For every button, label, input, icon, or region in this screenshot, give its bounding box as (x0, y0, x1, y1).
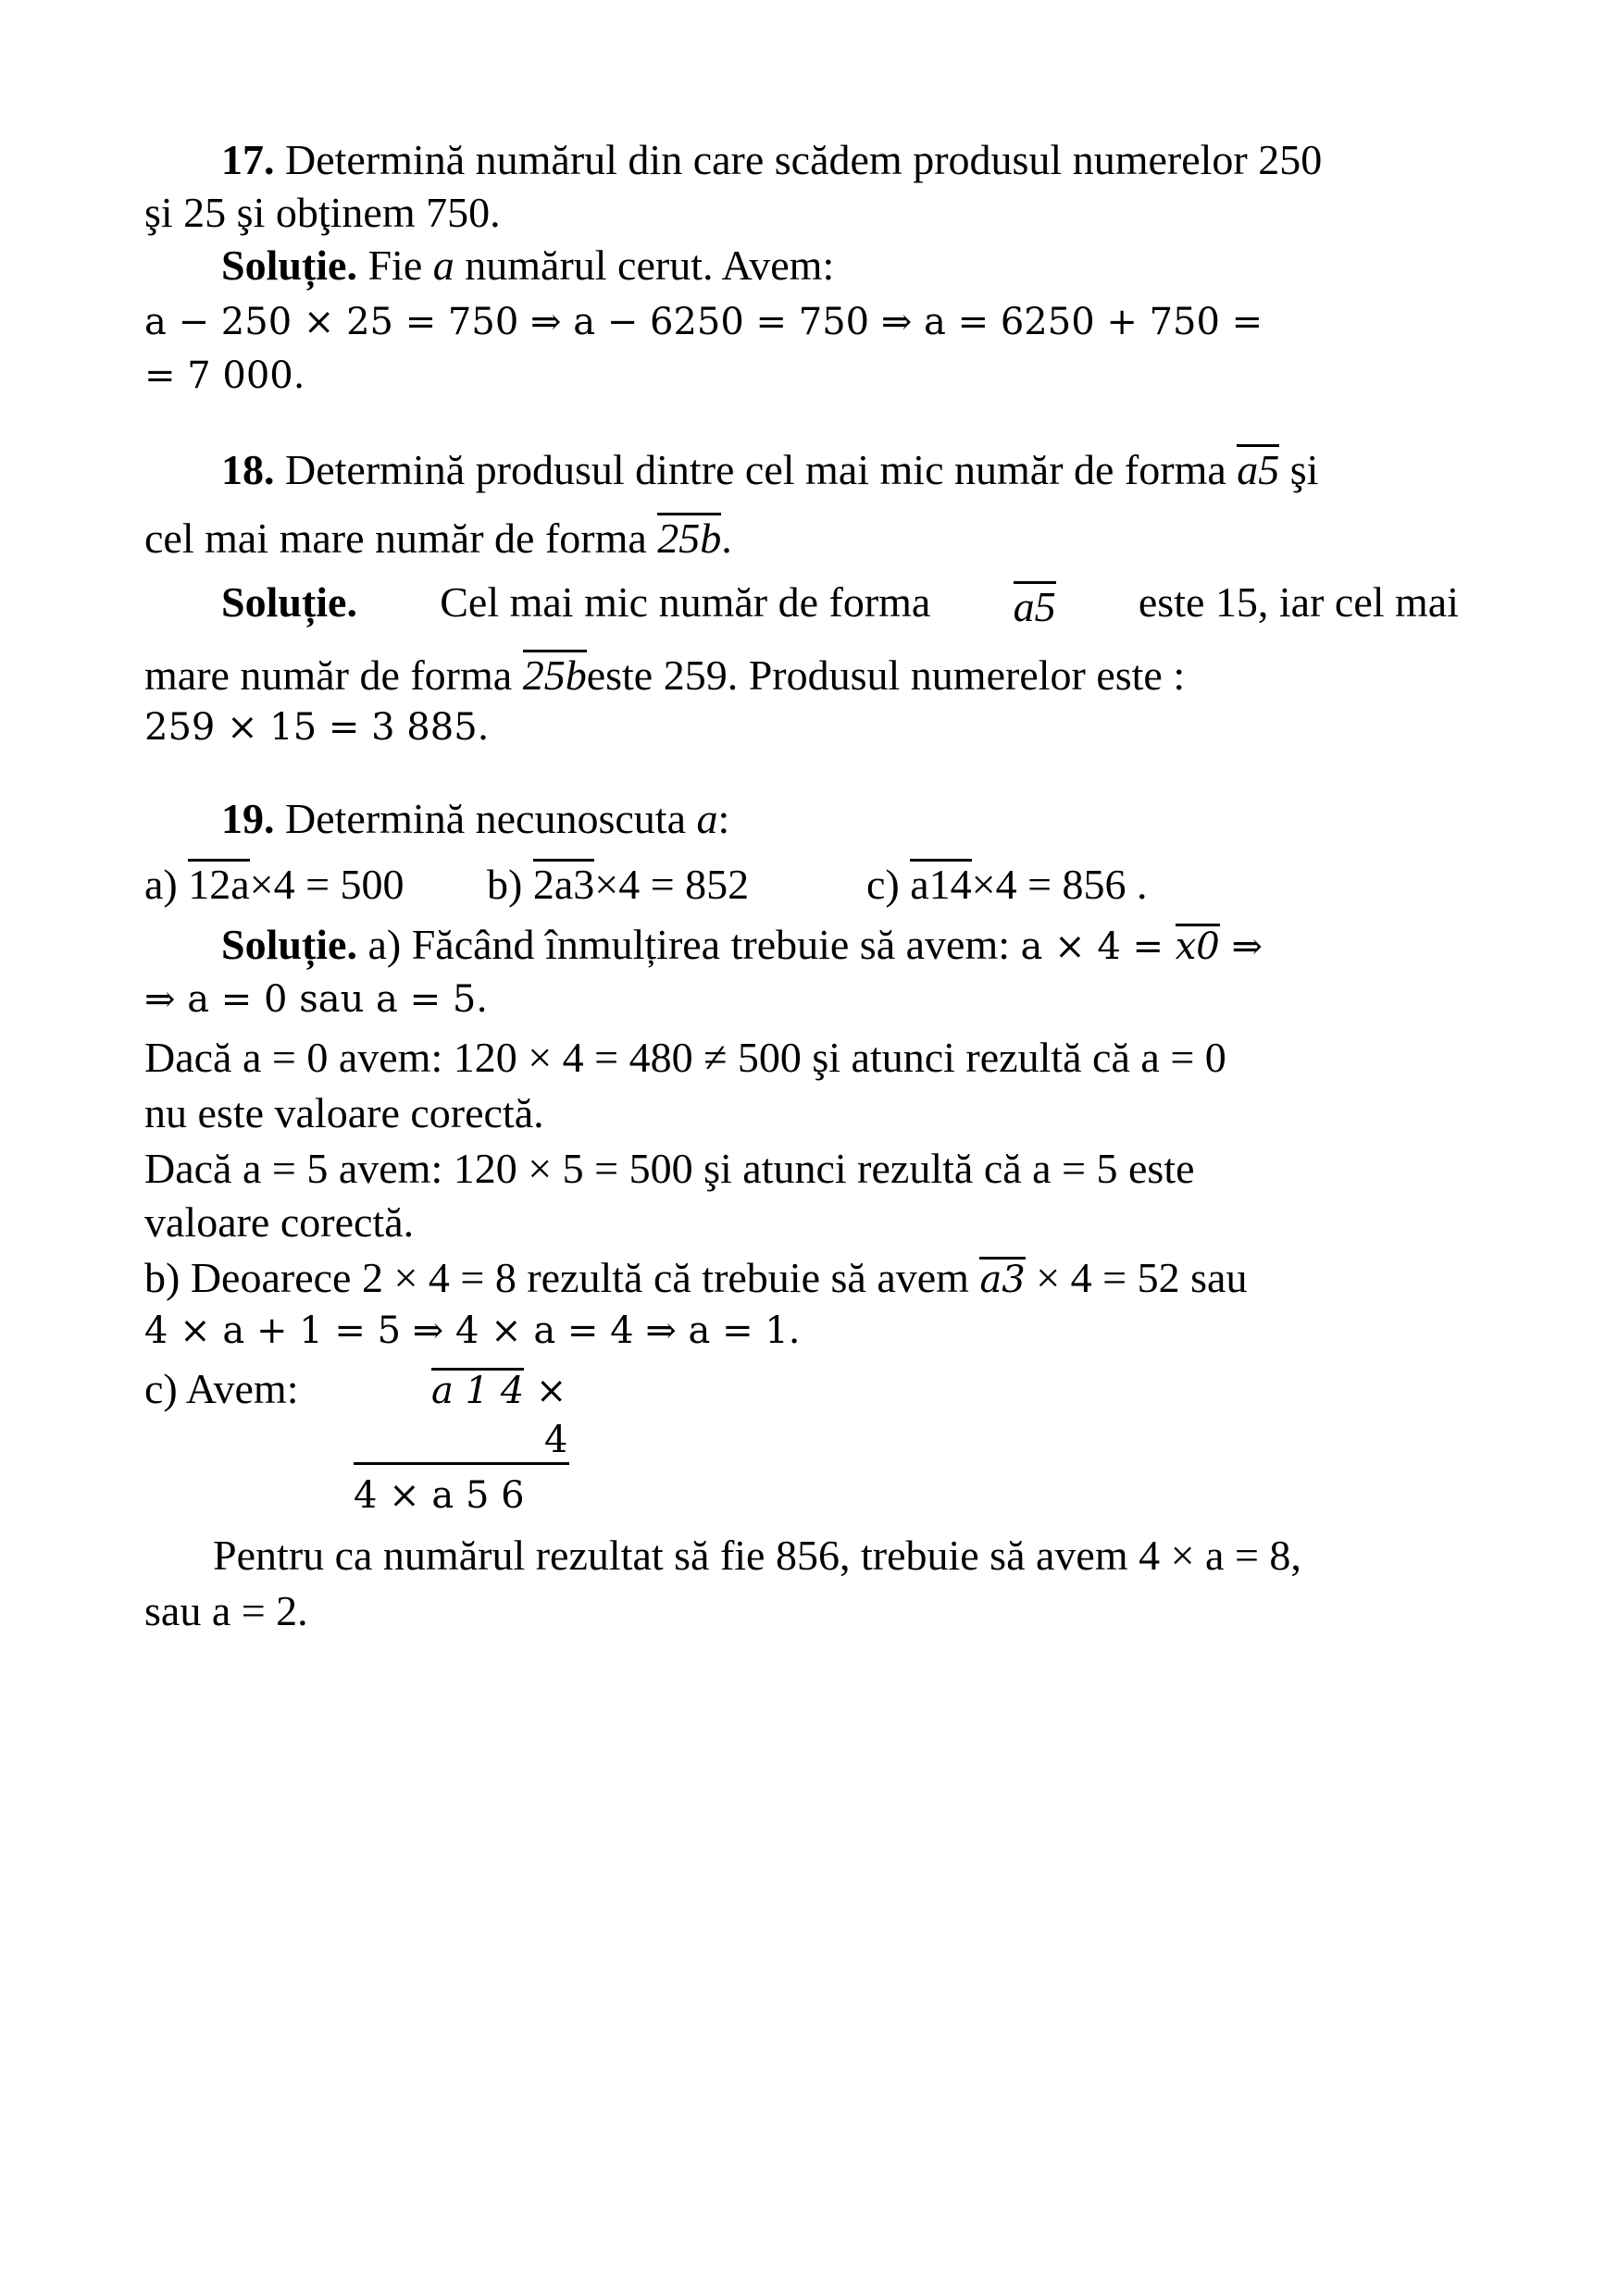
problem-19-case-0-line-2: nu este valoare corectă. (144, 1089, 544, 1136)
multiplication-factor: 4 (544, 1419, 568, 1461)
problem-19-conclusion-line-2: sau a = 2. (144, 1587, 308, 1634)
problem-19-statement (221, 795, 730, 842)
part-c (866, 859, 1148, 906)
problem-19-solution-a-line-2: ⇒ a = 0 sau a = 5. (144, 978, 488, 1021)
part-equation: ×4 = 500 (249, 861, 404, 908)
solution-text: Cel mai mic număr de forma (440, 578, 931, 626)
problem-19-case-5-line-2: valoare corectă. (144, 1198, 415, 1246)
problem-17-equation-line-1: a − 250 × 25 = 750 ⇒ a − 6250 = 750 ⇒ a = 6250 + 750 = (144, 301, 1263, 343)
part-equation: ×4 = 856 . (971, 861, 1148, 908)
problem-text: cel mai mare număr de forma (144, 515, 647, 562)
problem-19-case-5-line-1: Dacă a = 5 avem: 120 × 5 = 500 şi atunci rezultă că a = 5 este (144, 1145, 1195, 1192)
solution-text: × 4 = 52 sau (1025, 1254, 1248, 1301)
solution-text: b) Deoarece 2 × 4 = 8 rezultă că trebuie să avem (144, 1254, 980, 1301)
solution-label: Soluție. (221, 578, 357, 626)
overlined-multiplicand: a 1 4 (431, 1370, 525, 1412)
overlined-number-form: 12a (188, 861, 250, 908)
problem-19-solution-b-line-1 (144, 1254, 1248, 1301)
problem-text: Determină numărul din care scădem produsul numerelor 250 (285, 136, 1323, 183)
problem-17-statement-line-2: şi 25 şi obţinem 750. (144, 189, 501, 236)
solution-math: a × 4 = (1020, 925, 1176, 968)
variable: a (432, 242, 454, 289)
problem-19-solution-a-line-1 (221, 921, 1263, 968)
overlined-number-form: 25b (657, 515, 722, 562)
problem-number: 18. (221, 446, 275, 493)
overlined-number-form: 25b (522, 652, 587, 699)
solution-text: numărul cerut. Avem: (454, 242, 835, 289)
solution-text: a) Făcând înmulțirea trebuie să avem: (367, 921, 1021, 968)
solution-label: Soluție. (221, 242, 357, 289)
overlined-number-form: a5 (1013, 583, 1056, 630)
problem-17-equation-line-2: = 7 000. (144, 354, 305, 397)
overlined-number-form: a5 (1237, 446, 1280, 493)
part-label: a) (144, 861, 178, 908)
part-label: c) (866, 861, 900, 908)
problem-text: : (717, 795, 730, 842)
problem-18-statement-line-1 (221, 444, 1318, 491)
problem-number: 19. (221, 795, 275, 842)
part-b (487, 859, 749, 906)
problem-17-solution-intro (221, 244, 834, 287)
problem-18-solution-line-1 (221, 578, 1459, 630)
multiplication-result: 4 × a 5 6 (354, 1474, 525, 1517)
part-label: b) (487, 861, 523, 908)
overlined-number-form: a3 (979, 1259, 1026, 1301)
overlined-number-form: x0 (1175, 925, 1220, 968)
solution-text: este 15, iar cel mai (1138, 578, 1459, 626)
solution-text: mare număr de forma (144, 652, 513, 699)
part-equation: ×4 = 852 (594, 861, 750, 908)
problem-text: . (721, 515, 732, 562)
problem-19-solution-b-line-2: 4 × a + 1 = 5 ⇒ 4 × a = 4 ⇒ a = 1. (144, 1309, 801, 1352)
problem-text: şi (1289, 446, 1319, 493)
problem-19-case-0-line-1: Dacă a = 0 avem: 120 × 4 = 480 ≠ 500 şi atunci rezultă că a = 0 (144, 1034, 1226, 1081)
part-a (144, 859, 404, 906)
problem-19-solution-c-label: c) Avem: (144, 1365, 299, 1412)
multiply-operator: × (535, 1370, 567, 1412)
solution-label: Soluție. (221, 921, 357, 968)
problem-18-solution-line-2 (144, 650, 1185, 697)
problem-19-conclusion-line-1: Pentru ca numărul rezultat să fie 856, trebuie să avem 4 × a = 8, (213, 1532, 1301, 1579)
solution-text: este 259. Produsul numerelor este : (586, 652, 1186, 699)
problem-text: Determină produsul dintre cel mai mic număr de forma (285, 446, 1226, 493)
overlined-number-form: 2a3 (532, 861, 595, 908)
problem-18-result: 259 × 15 = 3 885. (144, 706, 490, 749)
problem-18-statement-line-2 (144, 513, 732, 560)
problem-19-parts (144, 859, 1459, 914)
overlined-number-form: a14 (910, 861, 972, 908)
solution-text: Fie (367, 242, 433, 289)
variable: a (696, 795, 718, 842)
problem-text: Determină necunoscuta (285, 795, 686, 842)
problem-number: 17. (221, 136, 275, 183)
multiplication-top-row (431, 1368, 567, 1412)
problem-17-statement-line-1 (221, 136, 1323, 183)
solution-math: ⇒ (1219, 925, 1263, 968)
multiplication-rule-line (354, 1462, 569, 1465)
